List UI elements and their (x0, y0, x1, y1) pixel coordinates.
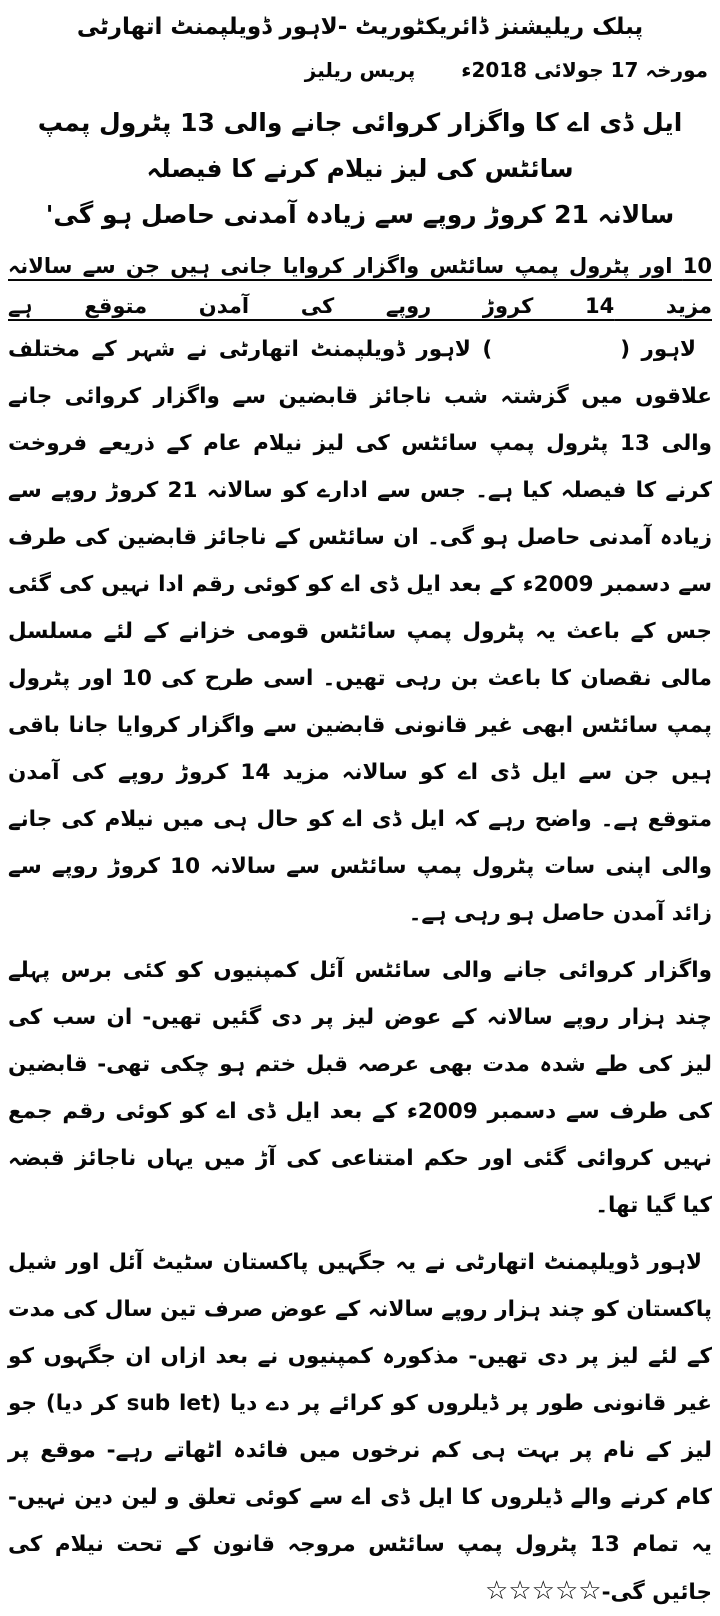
headline-line-2: سالانہ 21 کروڑ روپے سے زیادہ آمدنی حاصل ہو گی' (45, 200, 675, 229)
paragraph-1-text: لاہور ڈویلپمنٹ اتھارٹی نے شہر کے مختلف علاقوں میں گزشتہ شب ناجائز قابضین سے واگزار کروائی جانے والی 13 پٹرول پمپ سائٹس کی لیز نیلام عام کے ذریعے فروخت کرنے کا فیصلہ کیا ہے۔ جس سے ادارے کو سالانہ 21 کروڑ روپے سے زیادہ آمدنی حاصل ہو گی۔ ان سائٹس کے ناجائز قابضین کی طرف سے دسمبر 2009ء کے بعد ایل ڈی اے کو کوئی رقم ادا نہیں کی گئی جس کے باعث یہ پٹرول پمپ سائٹس قومی خزانے کے لئے مسلسل مالی نقصان کا باعث بن رہی تھیں۔ اسی طرح کی 10 اور پٹرول پمپ سائٹس ابھی غیر قانونی قابضین سے واگزار کروایا جانا باقی ہیں جن سے ایل ڈی اے کو سالانہ مزید 14 کروڑ روپے کی آمدن متوقع ہے۔ واضح رہے کہ ایل ڈی اے کو حال ہی میں نیلام کی جانے والی اپنی سات پٹرول پمپ سائٹس سے سالانہ 10 کروڑ روپے سے زائد آمدن حاصل ہو رہی ہے۔ (8, 337, 713, 926)
headline (8, 100, 712, 238)
paragraph-2-text: واگزار کروائی جانے والی سائٹس آئل کمپنیوں کو کئی برس پہلے چند ہزار روپے سالانہ کے عوض لیز پر دی گئیں تھیں- ان سب کی لیز کی طے شدہ مدت بھی عرصہ قبل ختم ہو چکی تھی- قابضین کی طرف سے دسمبر 2009ء کے بعد ایل ڈی اے کو کوئی رقم جمع نہیں کروائی گئی اور حکم امتناعی کی آڑ میں یہاں ناجائز قبضہ کیا گیا تھا۔ (8, 958, 712, 1218)
meta-row (8, 50, 712, 94)
body-text (8, 326, 712, 1616)
press-release-label: پریس ریلیز (304, 58, 416, 82)
end-stars: ☆☆☆☆☆ (485, 1576, 602, 1606)
paragraph-3-text: لاہور ڈویلپمنٹ اتھارٹی نے یہ جگہیں پاکستان سٹیٹ آئل اور شیل پاکستان کو چند ہزار روپے سالانہ کے عوض صرف تین سال کی مدت کے لئے لیز پر دی تھیں- مذکورہ کمپنیوں نے بعد ازاں ان جگہوں کو غیر قانونی طور پر ڈیلروں کو کرائے پر دے دیا (sub let کر دیا) جو لیز کے نام پر بہت ہی کم نرخوں میں فائدہ اٹھاتے رہے- موقع پر کام کرنے والے ڈیلروں کا ایل ڈی اے سے کوئی تعلق و لین دین نہیں- یہ تمام 13 پٹرول پمپ سائٹس مروجہ قانون کے تحت نیلام کی جائیں گی- (8, 1250, 712, 1605)
dateline-blank (492, 355, 620, 356)
headline-line-1: ایل ڈی اے کا واگزار کروائی جانے والی 13 پٹرول پمپ سائٹس کی لیز نیلام کرنے کا فیصلہ (37, 108, 683, 183)
date-line: مورخہ 17 جولائی 2018ء (461, 58, 708, 82)
body-paragraph-2 (8, 947, 712, 1229)
body-paragraph-1 (8, 326, 712, 937)
dateline-close-paren: ) (470, 337, 493, 362)
org-title: پبلک ریلیشنز ڈائریکٹوریٹ -لاہور ڈویلپمنٹ اتھارٹی (76, 14, 644, 40)
subheadline: 10 اور پٹرول پمپ سائٹس واگزار کروایا جانی ہیں جن سے سالانہ مزید 14 کروڑ روپے کی آمدن متوقع ہے (8, 254, 712, 318)
dateline-city: لاہور ( (620, 337, 696, 362)
body-paragraph-3 (8, 1239, 712, 1616)
